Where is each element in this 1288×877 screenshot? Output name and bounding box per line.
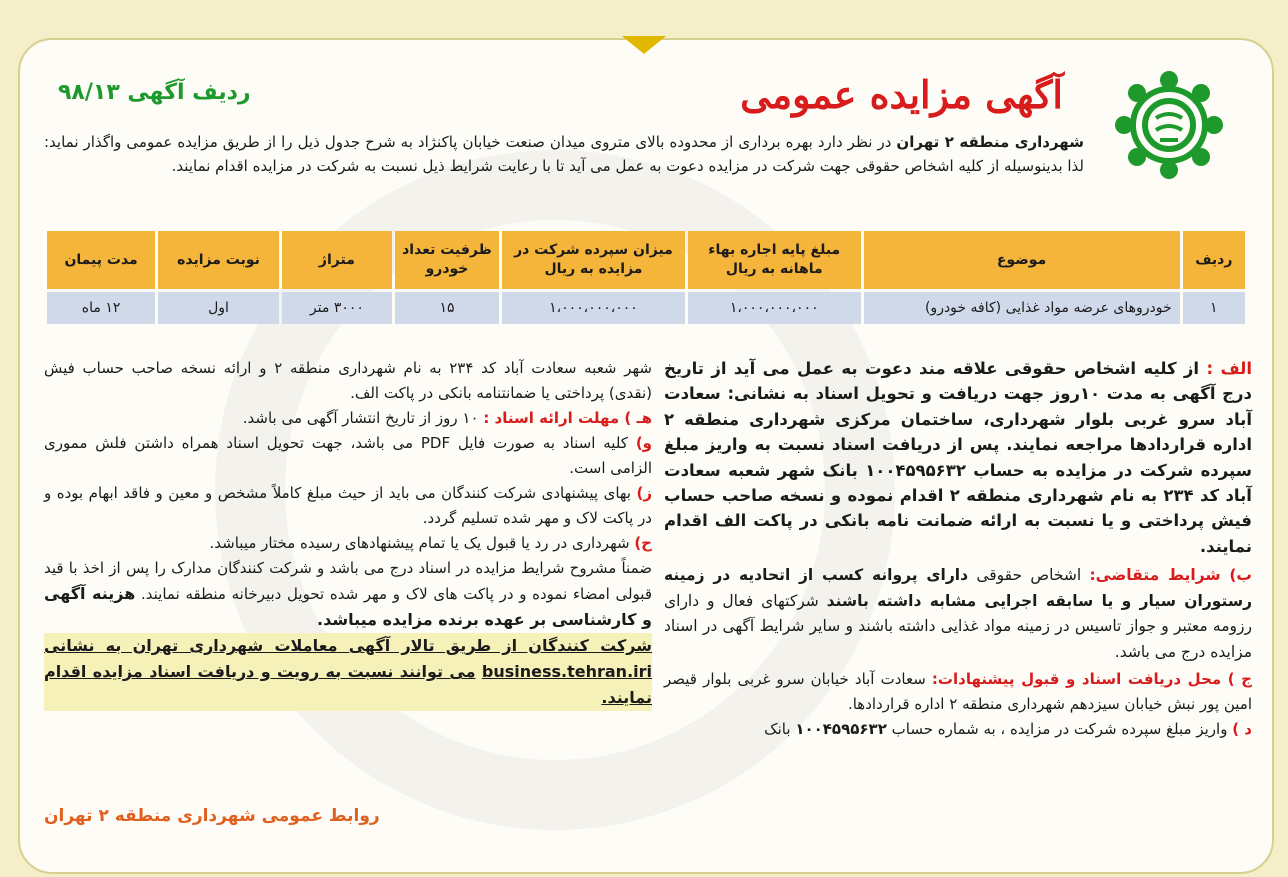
- tehran-municipality-logo-icon: [1114, 70, 1224, 180]
- clause-note-text: ضمناً مشروح شرایط مزایده در اسناد درج می باشد و شرکت کنندگان مدارک را پس از اخذ با قید قبولی امضاء نموده و در پاکت های لاک و مهر شده تحویل دبیرخانه منطقه نمایند.: [44, 559, 652, 603]
- cell-contract-duration: ۱۲ ماه: [47, 292, 155, 324]
- th-contract-duration: مدت پیمان: [47, 231, 155, 289]
- th-auction-round: نوبت مزایده: [158, 231, 279, 289]
- clause-be: [664, 563, 1252, 665]
- clause-alef-text: از کلیه اشخاص حقوقی علاقه مند دعوت به عمل می آید از تاریخ درج آگهی به مدت ۱۰روز جهت دریافت و تحویل اسناد به نشانی: سعادت آباد سرو غربی بلوار شهرداری، ساختمان مرکزی شهرداری منطقه ۲ اداره قراردادها مراجعه نمایند. پس از دریافت اسناد نسبت به واریز مبلغ سپرده شرکت در مزایده به حساب ۱۰۰۴۵۹۵۶۳۲ بانک شهر شعبه سعادت آباد کد ۲۳۴ به نام شهرداری منطقه ۲ اقدام نموده و نسخه صاحب حساب فیش پرداختی و یا نسبت به ارائه ضمانت نامه بانکی در پاکت الف اقدام نمایند.: [664, 359, 1252, 556]
- clause-be-label: ب) شرایط متقاضی:: [1089, 566, 1252, 585]
- th-vehicle-capacity: ظرفیت تعداد خودرو: [395, 231, 499, 289]
- left-column: [44, 356, 652, 711]
- clause-dal-bank: بانک: [764, 720, 791, 739]
- top-notch-marker: [622, 36, 666, 54]
- th-base-rent: مبلغ پایه اجاره بهاء ماهانه به ریال: [688, 231, 861, 289]
- clause-be-text-c: شرکتهای فعال و دارای رزومه معتبر و جواز تاسیس در زمینه مواد غذایی داشته باشند و سایر شرایط آگهی در اسناد مزایده درج می باشد.: [664, 591, 1252, 661]
- clause-note: [44, 556, 652, 633]
- clause-alef-label: الف :: [1206, 359, 1252, 378]
- th-row-number: ردیف: [1183, 231, 1245, 289]
- cell-deposit: ۱،۰۰۰،۰۰۰،۰۰۰: [502, 292, 685, 324]
- clause-cost-text: هزینه آگهی و کارشناسی بر عهده برنده مزایده میباشد.: [44, 584, 652, 629]
- table-row: [47, 292, 1245, 324]
- clause-vav-label: و): [635, 434, 653, 452]
- cell-base-rent: ۱،۰۰۰،۰۰۰،۰۰۰: [688, 292, 861, 324]
- clause-alef: [664, 356, 1252, 559]
- clause-dal: [664, 717, 1252, 742]
- clause-be-text-a: اشخاص حقوقی: [976, 566, 1082, 585]
- clause-ze-label: ز): [636, 484, 652, 502]
- clause-he-text: ۱۰ روز از تاریخ انتشار آگهی می باشد.: [242, 409, 479, 427]
- ad-number: ردیف آگهی ۹۸/۱۳: [58, 80, 251, 105]
- th-subject: موضوع: [864, 231, 1180, 289]
- right-column: [664, 356, 1252, 742]
- clause-dal-text: واریز مبلغ سپرده شرکت در مزایده ، به شماره حساب: [891, 720, 1228, 739]
- clause-he2-label: ح): [634, 534, 652, 552]
- ad-title: آگهی مزایده عمومی: [740, 72, 1063, 117]
- auction-table: [44, 228, 1248, 327]
- clause-online-a: شرکت کنندگان از طریق تالار آگهی معاملات شهرداری تهران به نشانی: [44, 636, 652, 655]
- intro-text: در نظر دارد بهره برداری از محدوده بالای متروی میدان صنعت خیابان پاکنژاد به شرح جدول ذیل را از طریق مزایده عمومی واگذار نماید: لذا بدینوسیله از کلیه اشخاص حقوقی جهت شرکت در مزایده دعوت به عمل می آید تا با رعایت شرایط ذیل نسبت به شرکت در مزایده اقدام نمایند.: [44, 133, 1084, 175]
- clause-he2-text: شهرداری در رد یا قبول یک یا تمام پیشنهادهای رسیده مختار میباشد.: [209, 534, 630, 552]
- cell-area: ۳۰۰۰ متر: [282, 292, 392, 324]
- th-deposit: میزان سپرده شرکت در مزایده به ریال: [502, 231, 685, 289]
- clause-ze: [44, 481, 652, 531]
- clause-ze-text: بهای پیشنهادی شرکت کنندگان می باید از حیث مبلغ کاملاً مشخص و معین و فاقد ابهام بوده و در پاکت لاک و مهر شده تسلیم گردد.: [44, 484, 652, 527]
- clause-jim: [664, 667, 1252, 717]
- website-link[interactable]: business.tehran.iri: [481, 662, 652, 681]
- clause-he-label: هـ ) مهلت ارائه اسناد :: [483, 409, 652, 427]
- clause-dal-account: ۱۰۰۴۵۹۵۶۳۲: [795, 720, 887, 739]
- footer-signature: روابط عمومی شهرداری منطقه ۲ تهران: [44, 806, 380, 826]
- clause-he: [44, 406, 652, 431]
- clause-vav: [44, 431, 652, 481]
- clause-be-text-b: دارای پروانه کسب از اتحادیه در زمینه رستوران سیار و یا سابقه اجرایی مشابه داشته باشند: [664, 566, 1252, 610]
- clause-online-b: می توانند نسبت به رویت و دریافت اسناد مزایده اقدام نمایند.: [44, 662, 652, 707]
- cell-auction-round: اول: [158, 292, 279, 324]
- cell-vehicle-capacity: ۱۵: [395, 292, 499, 324]
- clause-vav-text: کلیه اسناد به صورت فایل PDF می باشد، جهت تحویل اسناد همراه داشتن فلش مموری الزامی است.: [44, 434, 652, 477]
- clause-dal-label: د ): [1232, 720, 1252, 739]
- clause-jim-label: ج ) محل دریافت اسناد و قبول پیشنهادات:: [931, 670, 1252, 689]
- cell-row-number: ۱: [1183, 292, 1245, 324]
- th-area: متراژ: [282, 231, 392, 289]
- intro-paragraph: [44, 130, 1084, 178]
- clause-online: [44, 633, 652, 711]
- table-header-row: [47, 231, 1245, 289]
- intro-org: شهرداری منطقه ۲ تهران: [896, 133, 1084, 151]
- cell-subject: خودروهای عرضه مواد غذایی (کافه خودرو): [864, 292, 1180, 324]
- clause-he2: [44, 531, 652, 556]
- clause-jim-text: سعادت آباد خیابان سرو غربی بلوار قیصر امین پور نبش خیابان سیزدهم شهرداری منطقه ۲ اداره قراردادها.: [664, 670, 1252, 714]
- clause-continued: شهر شعبه سعادت آباد کد ۲۳۴ به نام شهرداری منطقه ۲ و ارائه نسخه صاحب حساب فیش (نقدی) پرداختی یا ضمانتنامه بانکی در پاکت الف.: [44, 359, 652, 402]
